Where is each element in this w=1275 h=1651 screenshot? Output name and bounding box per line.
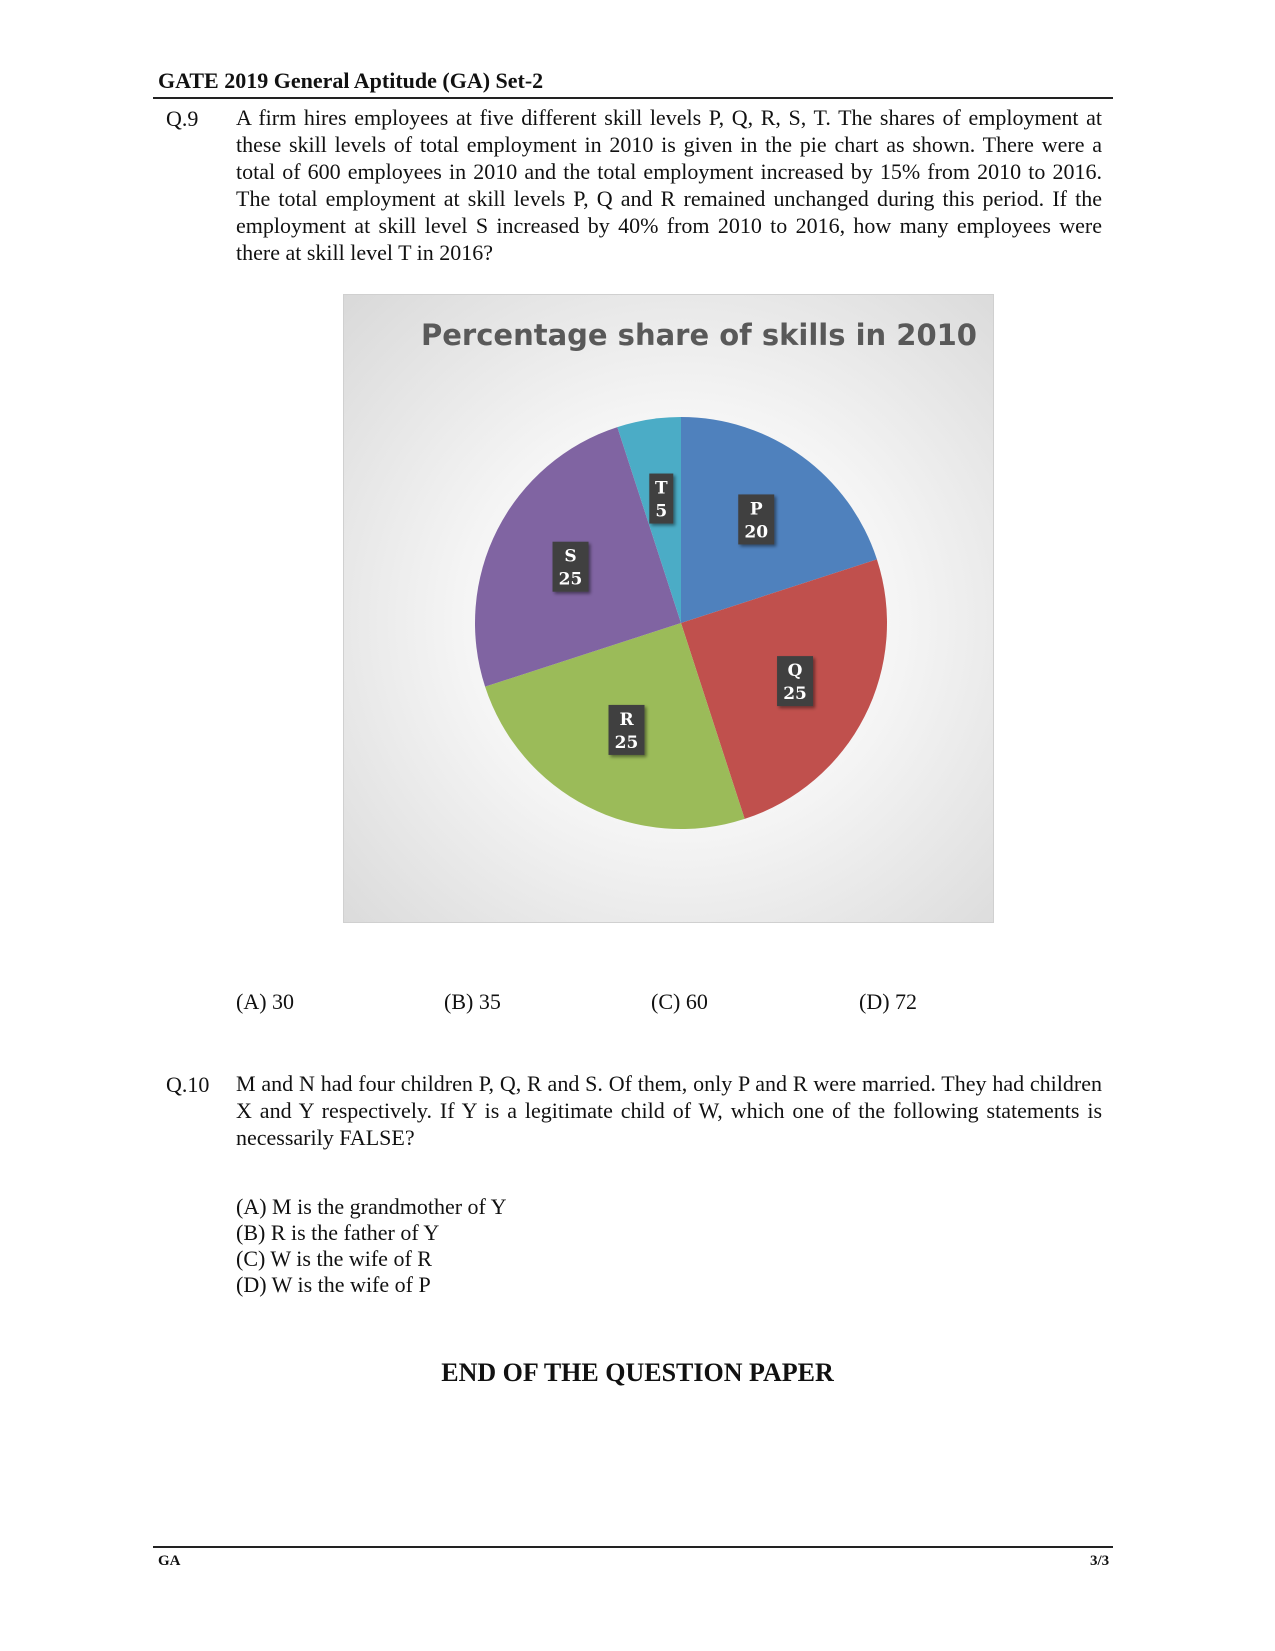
pie-label-value: 5 (655, 501, 668, 522)
pie-label-category: T (654, 478, 668, 499)
footer-page-number: 3/3 (1090, 1553, 1110, 1569)
header-rule (153, 97, 1113, 99)
footer-section-label: GA (158, 1553, 181, 1569)
q10-text: M and N had four children P, Q, R and S. Of them, only P and R were married. They had children X and Y respectively. If Y is a legitimate child of W, which one of the following statements is necessarily FALSE? (236, 1071, 1102, 1150)
q9-option-a: (A) 30 (236, 989, 295, 1014)
q10-number: Q.10 (166, 1072, 210, 1097)
pie-label-value: 25 (783, 684, 807, 705)
pie-label-category: S (564, 546, 577, 567)
footer-rule (153, 1546, 1113, 1548)
chart-title: Percentage share of skills in 2010 (421, 318, 977, 352)
pie-label-q (777, 656, 813, 706)
pie-label-s (553, 542, 589, 592)
q10-option-c: (C) W is the wife of R (236, 1246, 432, 1271)
q10-option-d: (D) W is the wife of P (236, 1272, 431, 1297)
q9-option-c: (C) 60 (651, 989, 708, 1014)
q10-option-b: (B) R is the father of Y (236, 1220, 440, 1245)
pie-label-value: 25 (558, 569, 583, 590)
end-of-paper-title: END OF THE QUESTION PAPER (441, 1358, 834, 1387)
q9-option-b: (B) 35 (444, 989, 501, 1014)
pie-label-value: 20 (744, 522, 769, 543)
pie-label-category: P (749, 499, 763, 520)
pie-label-value: 25 (614, 732, 639, 753)
page-header-title: GATE 2019 General Aptitude (GA) Set-2 (158, 68, 544, 93)
pie-chart (343, 294, 994, 923)
pie-label-category: Q (787, 661, 803, 682)
pie-label-t (649, 474, 673, 524)
q9-option-d: (D) 72 (859, 989, 918, 1014)
pie-chart-svg (344, 295, 993, 922)
pie-label-p (738, 494, 774, 544)
q9-text: A firm hires employees at five different skill levels P, Q, R, S, T. The shares of employment at these skill levels of total employment in 2010 is given in the pie chart as shown. There were a total of 600 employees in 2010 and the total employment increased by 15% from 2010 to 2016. The total employment at skill levels P, Q and R remained unchanged during this period. If the employment at skill level S increased by 40% from 2010 to 2016, how many employees were there at skill level T in 2016? (236, 105, 1102, 265)
q9-number: Q.9 (166, 106, 199, 131)
q10-option-a: (A) M is the grandmother of Y (236, 1194, 507, 1219)
pie-label-category: R (619, 709, 634, 730)
pie-label-r (609, 705, 645, 755)
